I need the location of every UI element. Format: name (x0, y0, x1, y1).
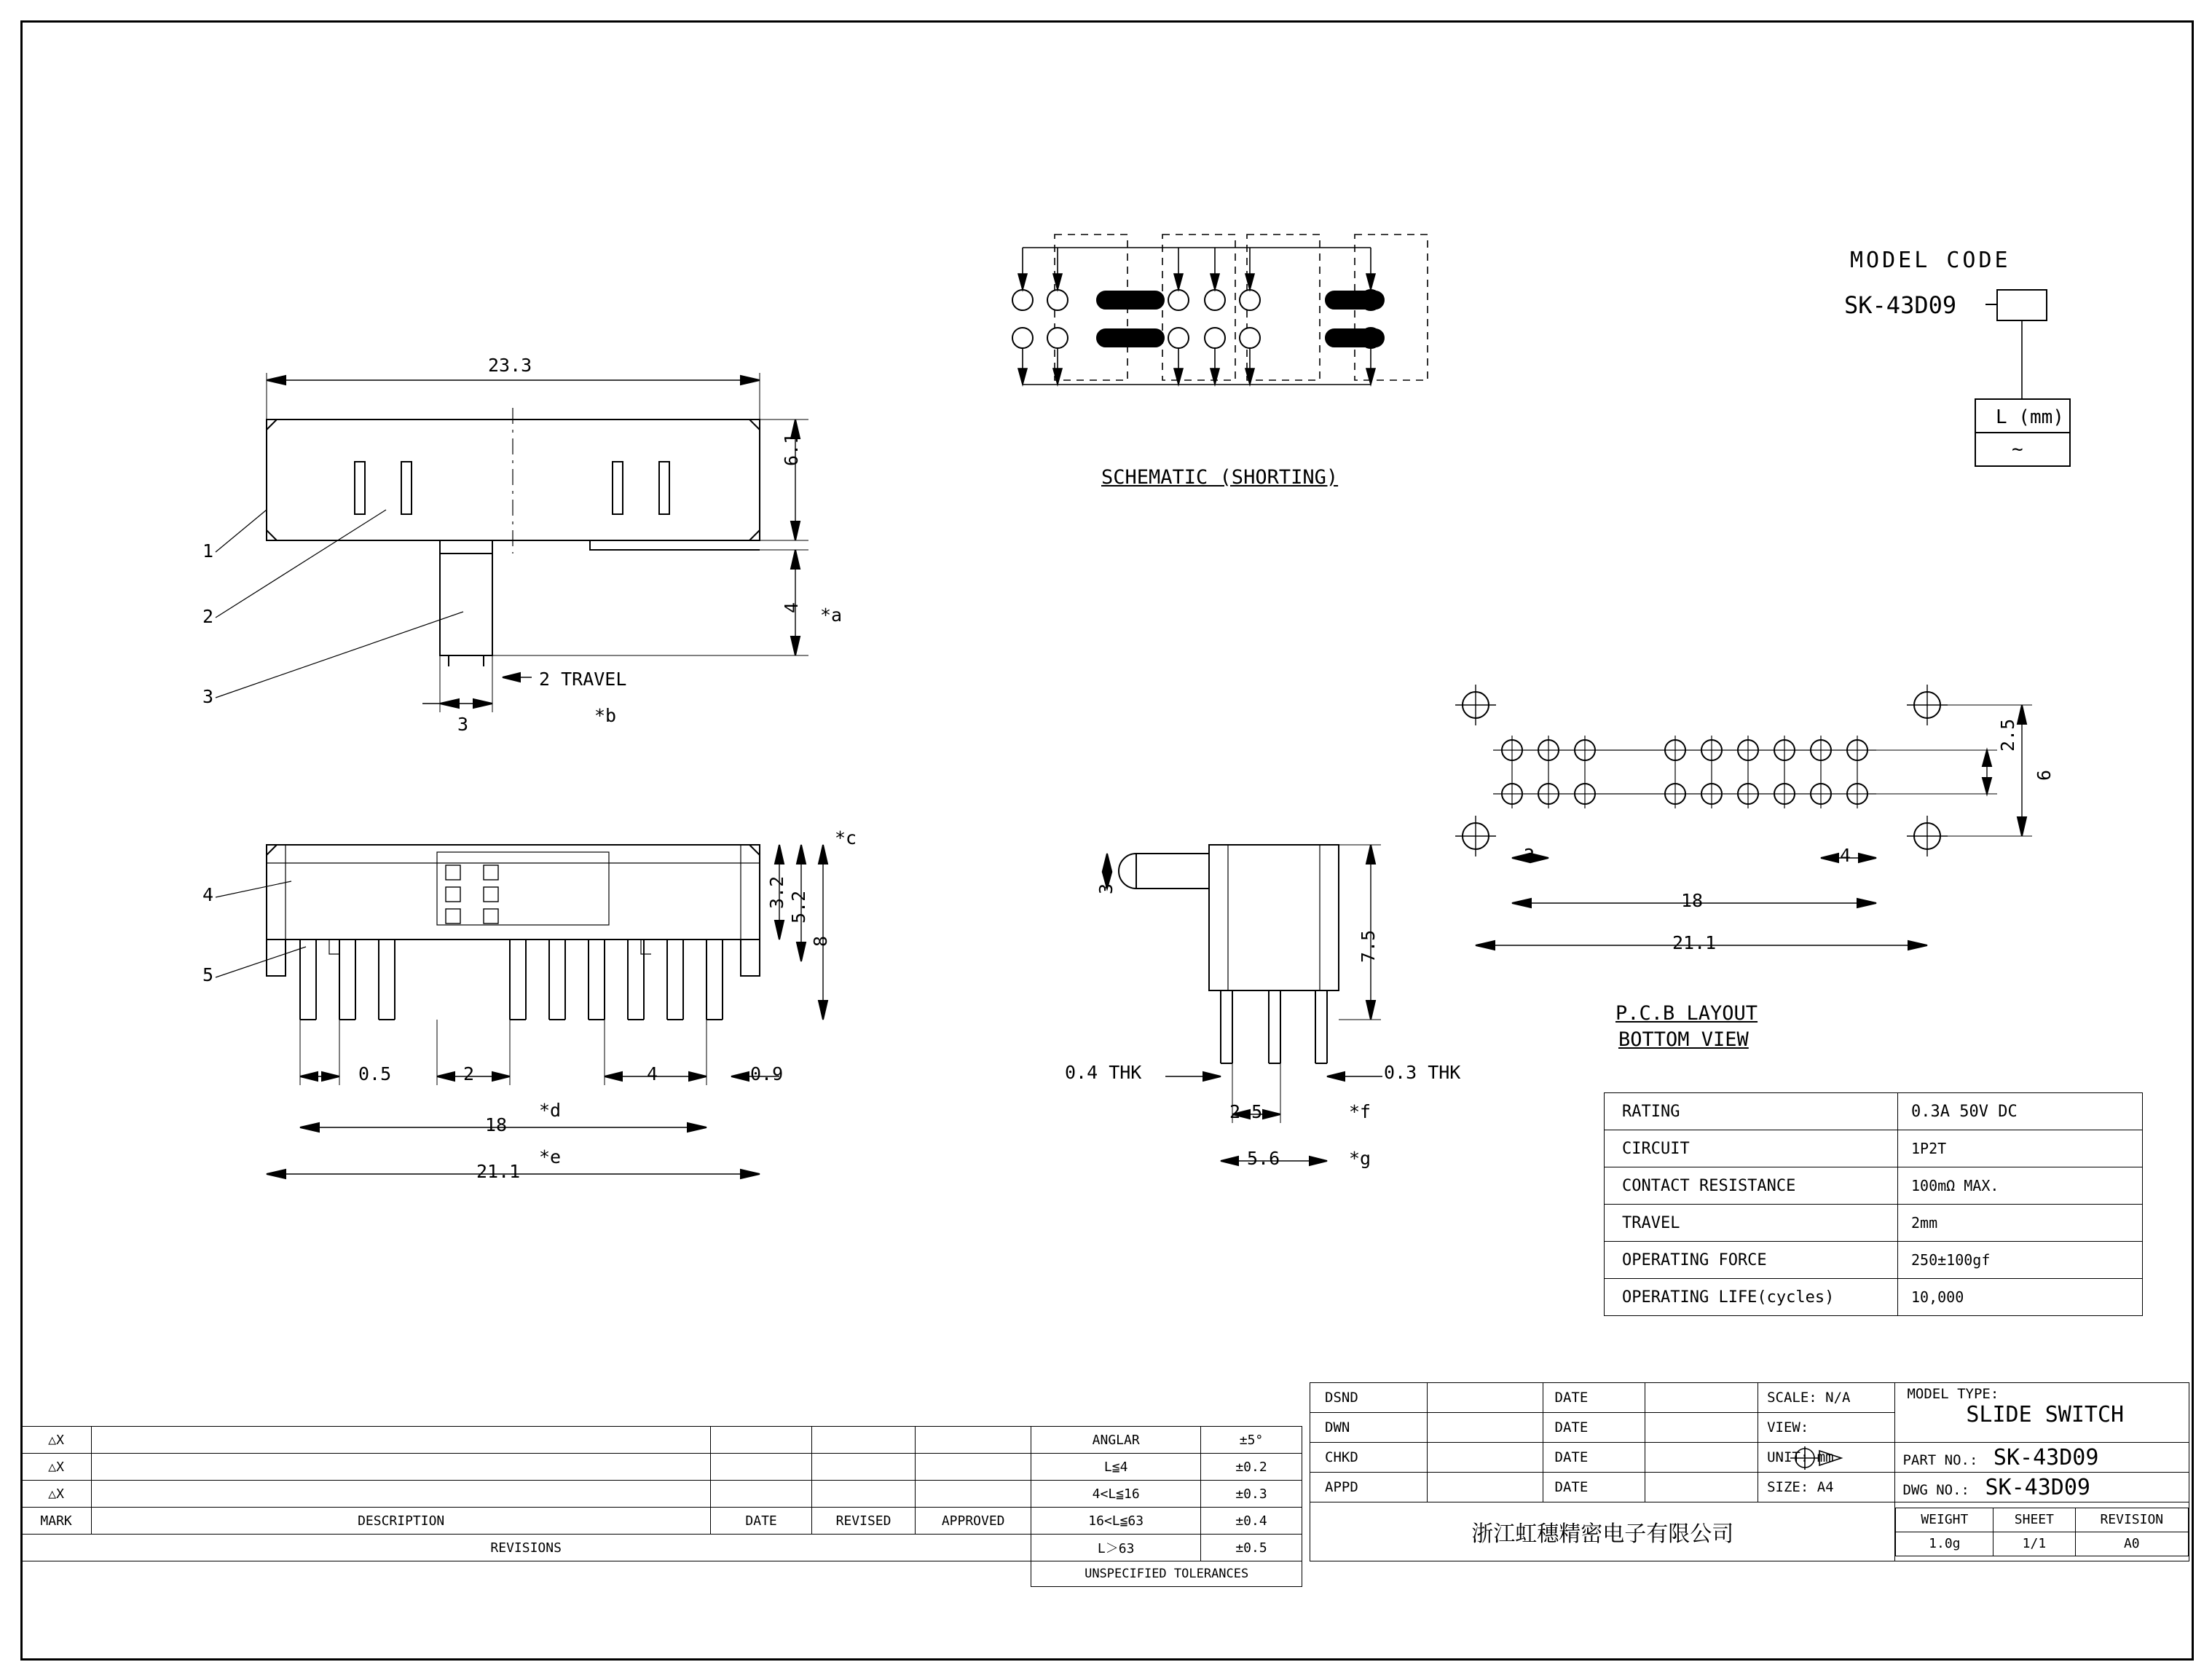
spec-label: OPERATING FORCE (1605, 1242, 1898, 1279)
revision-approved-header: APPROVED (916, 1508, 1031, 1535)
revision-mark-header: MARK (21, 1508, 92, 1535)
tolerance-value: ±5° (1201, 1427, 1302, 1454)
weight-value: 1.0g (1896, 1532, 1993, 1556)
dsnd-value[interactable] (1428, 1383, 1543, 1413)
top-view-dim-3: 3 (457, 714, 469, 735)
tolerance-value: ±0.2 (1201, 1454, 1302, 1481)
top-view-callout-3: 3 (202, 686, 214, 707)
side-view-thk-right: 0.3 THK (1384, 1062, 1461, 1083)
dwn-label: DWN (1310, 1413, 1428, 1443)
view-label: VIEW: (1758, 1413, 1895, 1443)
revision-approved (916, 1427, 1031, 1454)
spec-value: 1P2T (1898, 1130, 2143, 1167)
top-view-dim-h1: 6.1 (781, 433, 802, 466)
revision-date (711, 1481, 812, 1508)
front-view-dim-32: 3.2 (766, 875, 787, 909)
length-box-label: L (mm) (1996, 406, 2064, 428)
tolerance-range: L＞63 (1031, 1535, 1201, 1561)
tolerance-value: ±0.4 (1201, 1508, 1302, 1535)
spec-row (1605, 1167, 2143, 1205)
title-row (1310, 1383, 2189, 1413)
date-value-2[interactable] (1645, 1413, 1758, 1443)
front-view-callout-4: 4 (202, 884, 214, 905)
side-view-note-f: *f (1349, 1101, 1371, 1122)
table-row (21, 1535, 1302, 1561)
dwn-value[interactable] (1428, 1413, 1543, 1443)
spec-label: CIRCUIT (1605, 1130, 1898, 1167)
dsnd-label: DSND (1310, 1383, 1428, 1413)
front-view-dim-211: 21.1 (476, 1161, 521, 1182)
revision-description (92, 1454, 711, 1481)
spec-label: TRAVEL (1605, 1205, 1898, 1242)
tolerance-range: ANGLAR (1031, 1427, 1201, 1454)
front-view-note-c: *c (835, 827, 857, 848)
dwg-no-value: SK-43D09 (1985, 1474, 2090, 1500)
front-view-dim-05: 0.5 (358, 1063, 392, 1084)
part-no-label: PART NO.: (1902, 1451, 1978, 1468)
spec-label: OPERATING LIFE(cycles) (1605, 1279, 1898, 1316)
model-type-label: MODEL TYPE: (1907, 1386, 1999, 1402)
spec-value: 0.3A 50V DC (1898, 1093, 2143, 1130)
top-view-dim-width: 23.3 (488, 355, 532, 376)
front-view-note-e: *e (539, 1146, 562, 1167)
pcb-title-1: P.C.B LAYOUT (1615, 1002, 1758, 1025)
top-view-dim-h2: 4 (781, 602, 802, 613)
spec-row (1605, 1130, 2143, 1167)
date-label-2: DATE (1543, 1413, 1645, 1443)
dwg-no-label: DWG NO.: (1902, 1481, 1969, 1498)
revision-description (92, 1481, 711, 1508)
chkd-value[interactable] (1428, 1443, 1543, 1473)
company-name: 浙江虹穗精密电子有限公司 (1310, 1502, 1895, 1561)
spec-row (1605, 1093, 2143, 1130)
table-row (21, 1454, 1302, 1481)
spec-row (1605, 1205, 2143, 1242)
table-row (21, 1561, 1302, 1587)
size-label: SIZE: A4 (1758, 1473, 1895, 1502)
scale-label: SCALE: N/A (1758, 1383, 1895, 1413)
top-view-travel-label: 2 TRAVEL (539, 669, 627, 690)
side-view-dim-56: 5.6 (1247, 1148, 1280, 1169)
date-value-4[interactable] (1645, 1473, 1758, 1502)
revision-mark: △X (21, 1427, 92, 1454)
sheet-label: SHEET (1993, 1508, 2075, 1532)
front-view-dim-4: 4 (647, 1063, 658, 1084)
spec-value: 250±100gf (1898, 1242, 2143, 1279)
tolerance-range: 4<L≦16 (1031, 1481, 1201, 1508)
top-view-note-b: *b (594, 705, 617, 726)
spec-row (1605, 1279, 2143, 1316)
date-value-3[interactable] (1645, 1443, 1758, 1473)
tolerance-range: L≦4 (1031, 1454, 1201, 1481)
revision-revised (812, 1427, 916, 1454)
spec-table-body (1605, 1093, 2143, 1316)
revision-mark: △X (21, 1481, 92, 1508)
title-row (1310, 1473, 2189, 1502)
top-view-callout-2: 2 (202, 606, 214, 627)
spec-value: 2mm (1898, 1205, 2143, 1242)
side-view-dim-25: 2.5 (1229, 1101, 1263, 1122)
revision-date (711, 1454, 812, 1481)
revision-approved (916, 1454, 1031, 1481)
front-view-dim-8: 8 (810, 935, 831, 947)
front-view-note-d: *d (539, 1100, 562, 1121)
date-label-1: DATE (1543, 1383, 1645, 1413)
weight-label: WEIGHT (1896, 1508, 1993, 1532)
spec-value: 100mΩ MAX. (1898, 1167, 2143, 1205)
revision-description (92, 1427, 711, 1454)
side-view-dim-3: 3 (1095, 883, 1117, 894)
revision-date (711, 1427, 812, 1454)
spec-label: RATING (1605, 1093, 1898, 1130)
spec-table (1604, 1092, 2143, 1316)
tolerance-range: 16<L≦63 (1031, 1508, 1201, 1535)
revision-value: A0 (2075, 1532, 2188, 1556)
revision-mark: △X (21, 1454, 92, 1481)
appd-value[interactable] (1428, 1473, 1543, 1502)
pcb-dim-4: 4 (1840, 845, 1851, 866)
unit-label: UNIT: mm (1758, 1443, 1895, 1473)
part-no-value: SK-43D09 (1993, 1444, 2099, 1470)
pcb-dim-18: 18 (1681, 890, 1704, 911)
model-code-value: SK-43D09 (1844, 291, 1957, 319)
side-view-thk-left: 0.4 THK (1065, 1062, 1142, 1083)
pcb-dim-6: 6 (2034, 769, 2055, 781)
pcb-dim-2: 2 (1524, 845, 1535, 866)
table-row (21, 1427, 1302, 1454)
tolerances-footer: UNSPECIFIED TOLERANCES (1031, 1561, 1302, 1587)
front-view-dim-2: 2 (463, 1063, 475, 1084)
date-label-3: DATE (1543, 1443, 1645, 1473)
revisions-table (20, 1426, 1302, 1587)
date-label-4: DATE (1543, 1473, 1645, 1502)
front-view-dim-18: 18 (485, 1114, 508, 1135)
revision-revised (812, 1454, 916, 1481)
front-view-dim-09: 0.9 (750, 1063, 784, 1084)
length-box-value: ~ (2012, 438, 2023, 460)
front-view-callout-5: 5 (202, 964, 214, 985)
spec-row (1605, 1242, 2143, 1279)
title-row (1310, 1443, 2189, 1473)
model-code-title: MODEL CODE (1850, 248, 2011, 273)
revision-revised (812, 1481, 916, 1508)
side-view-note-g: *g (1349, 1148, 1371, 1169)
schematic-title: SCHEMATIC (SHORTING) (1101, 466, 1339, 489)
revisions-footer: REVISIONS (21, 1535, 1031, 1561)
front-view-dim-52: 5.2 (788, 890, 809, 923)
spec-label: CONTACT RESISTANCE (1605, 1167, 1898, 1205)
revision-date-header: DATE (711, 1508, 812, 1535)
spec-value: 10,000 (1898, 1279, 2143, 1316)
revision-description-header: DESCRIPTION (92, 1508, 711, 1535)
pcb-dim-211: 21.1 (1672, 932, 1717, 953)
title-block (1310, 1382, 2189, 1561)
model-type-value: SLIDE SWITCH (1966, 1402, 2125, 1427)
top-view-note-a: *a (820, 604, 843, 626)
pcb-dim-25: 2.5 (1997, 718, 2018, 752)
title-row (1310, 1502, 2189, 1561)
revision-approved (916, 1481, 1031, 1508)
table-row (21, 1481, 1302, 1508)
revision-label: REVISION (2075, 1508, 2188, 1532)
chkd-label: CHKD (1310, 1443, 1428, 1473)
revision-revised-header: REVISED (812, 1508, 916, 1535)
sheet-value: 1/1 (1993, 1532, 2075, 1556)
top-view-callout-1: 1 (202, 540, 214, 562)
tolerance-value: ±0.3 (1201, 1481, 1302, 1508)
side-view-dim-75: 7.5 (1358, 929, 1379, 963)
pcb-title-2: BOTTOM VIEW (1618, 1028, 1749, 1051)
date-value-1[interactable] (1645, 1383, 1758, 1413)
tolerance-value: ±0.5 (1201, 1535, 1302, 1561)
appd-label: APPD (1310, 1473, 1428, 1502)
table-row (21, 1508, 1302, 1535)
